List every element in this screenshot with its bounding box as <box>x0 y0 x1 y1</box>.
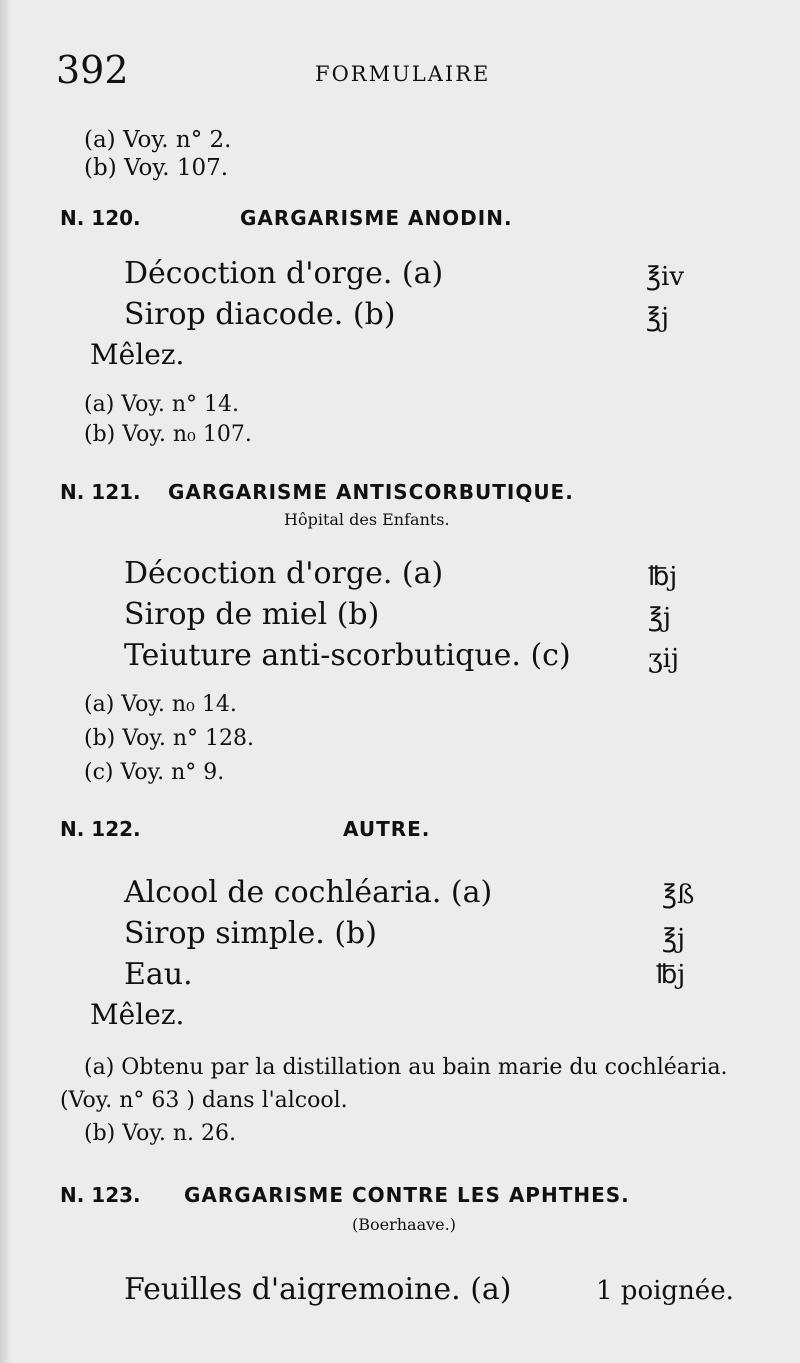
recipe-121-note-c: (c) Voy. n° 9. <box>84 760 225 785</box>
recipe-123-quantity-1: 1 poignée. <box>596 1276 734 1306</box>
recipe-122-number: N. 122. <box>60 817 141 841</box>
recipe-122-ingredient-1: Alcool de cochléaria. (a) <box>124 875 493 910</box>
recipe-121-ingredient-2: Sirop de miel (b) <box>124 597 380 632</box>
recipe-121-ingredient-1: Décoction d'orge. (a) <box>124 556 444 591</box>
recipe-123-number: N. 123. <box>60 1183 141 1207</box>
recipe-121-source: Hôpital des Enfants. <box>284 510 450 529</box>
recipe-122-quantity-1: ℥ß <box>662 880 695 910</box>
recipe-123-source: (Boerhaave.) <box>352 1215 456 1234</box>
recipe-121-ingredient-3: Teiuture anti-scorbutique. (c) <box>124 638 571 673</box>
recipe-122-title: AUTRE. <box>343 817 431 841</box>
recipe-120-quantity-2: ℥j <box>646 303 670 333</box>
recipe-122-quantity-2: ℥j <box>662 924 686 954</box>
recipe-121-number: N. 121. <box>60 480 141 504</box>
recipe-120-title: GARGARISME ANODIN. <box>240 206 513 230</box>
page-number: 392 <box>56 48 129 92</box>
recipe-122-ingredient-3: Eau. <box>124 957 193 992</box>
recipe-120-ingredient-2: Sirop diacode. (b) <box>124 297 396 332</box>
recipe-121-note-a: (a) Voy. n₀ 14. <box>84 692 237 717</box>
recipe-121-quantity-3: ʒij <box>648 644 680 674</box>
recipe-123-title: GARGARISME CONTRE LES APHTHES. <box>184 1183 630 1207</box>
recipe-121-note-b: (b) Voy. n° 128. <box>84 726 254 751</box>
recipe-122-note-b: (b) Voy. n. 26. <box>84 1121 236 1146</box>
top-footnote-b: (b) Voy. 107. <box>84 155 229 181</box>
recipe-123-ingredient-1: Feuilles d'aigremoine. (a) <box>124 1272 512 1307</box>
recipe-120-note-a: (a) Voy. n° 14. <box>84 392 240 417</box>
recipe-122-note-a-line-2: (Voy. n° 63 ) dans l'alcool. <box>60 1088 348 1113</box>
recipe-120-note-b: (b) Voy. n₀ 107. <box>84 422 252 447</box>
recipe-120-instruction: Mêlez. <box>90 338 185 371</box>
recipe-120-ingredient-1: Décoction d'orge. (a) <box>124 256 444 291</box>
recipe-122-note-a-line-1: (a) Obtenu par la distillation au bain marie du cochléaria. <box>84 1055 728 1080</box>
recipe-122-instruction: Mêlez. <box>90 998 185 1031</box>
recipe-122-quantity-3: ℔j <box>656 960 686 990</box>
recipe-121-quantity-2: ℥j <box>648 603 672 633</box>
recipe-121-quantity-1: ℔j <box>648 562 678 592</box>
recipe-121-title: GARGARISME ANTISCORBUTIQUE. <box>168 480 574 504</box>
top-footnote-a: (a) Voy. n° 2. <box>84 127 232 153</box>
running-title: FORMULAIRE <box>315 62 491 86</box>
recipe-120-quantity-1: ℥iv <box>646 262 685 292</box>
recipe-122-ingredient-2: Sirop simple. (b) <box>124 916 377 951</box>
recipe-120-number: N. 120. <box>60 206 141 230</box>
